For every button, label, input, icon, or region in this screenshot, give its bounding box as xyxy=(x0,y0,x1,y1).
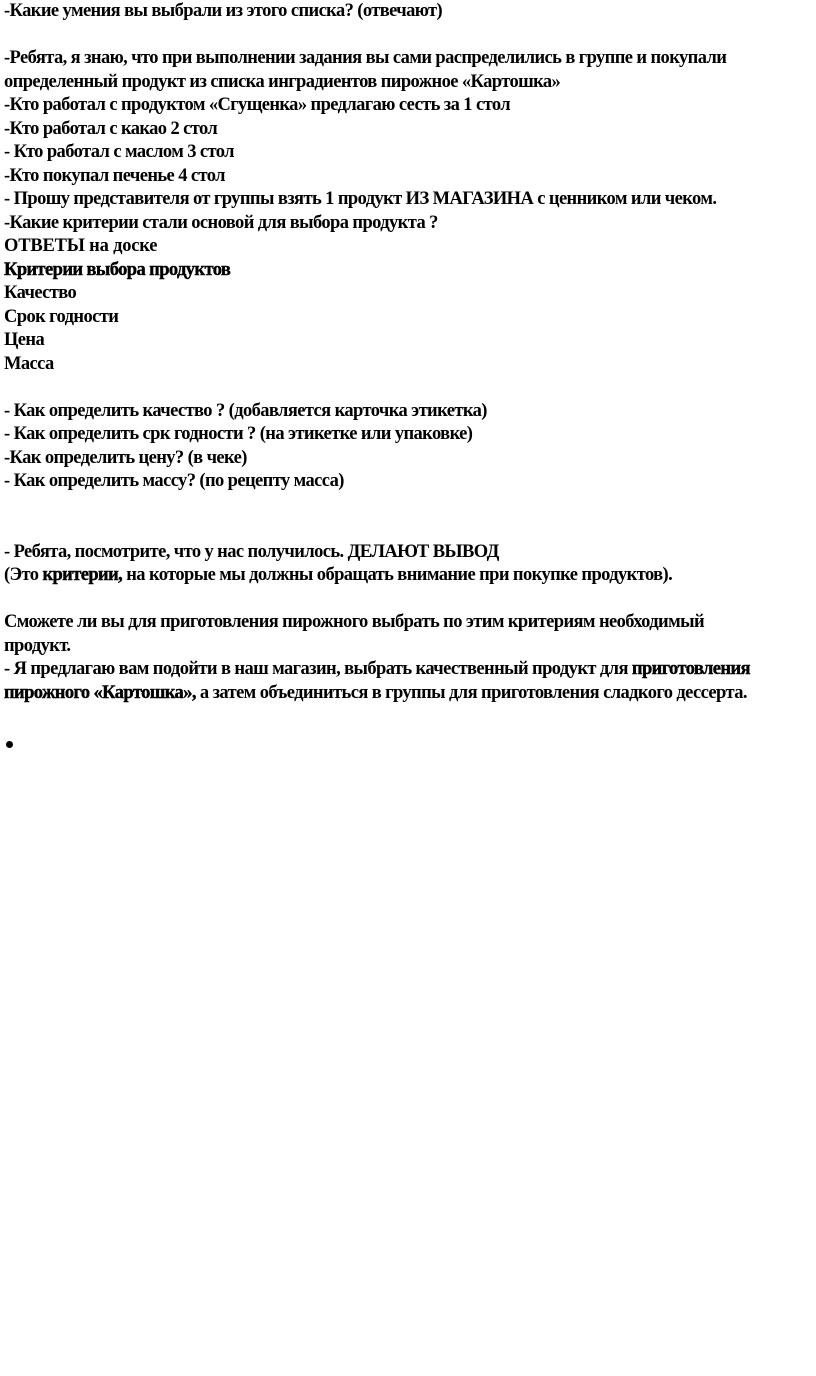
criteria-heading: Критерии выбора продуктов xyxy=(4,259,231,280)
instruction-line-3: - Кто работал с маслом 3 стол xyxy=(4,142,234,162)
price-question: -Как определить цену? (в чеке) xyxy=(4,447,247,468)
bullet-point-icon xyxy=(6,741,13,748)
answers-label: ОТВЕТЫ на доске xyxy=(4,236,158,256)
conclusion-emphasis: критерии, xyxy=(42,565,123,585)
criteria-item: Качество xyxy=(4,283,77,303)
conclusion-line: - Ребята, посмотрите, что у нас получилось. ДЕЛАЮТ ВЫВОД xyxy=(4,541,499,562)
instruction-request: - Прошу представителя от группы взять 1 продукт ИЗ МАГАЗИНА с ценником или чеком. xyxy=(4,189,717,209)
mass-question: - Как определить массу? (по рецепту масса) xyxy=(4,471,344,491)
closing-text: а затем объединиться в группы для приготовления сладкого дессерта. xyxy=(195,682,747,703)
spacer xyxy=(4,24,798,48)
spacer xyxy=(4,376,798,400)
spacer xyxy=(4,705,798,729)
closing-question: Сможете ли вы для приготовления пирожного выбрать по этим критериям необходимый продукт. xyxy=(4,612,704,656)
conclusion-paragraph xyxy=(4,564,744,588)
instruction-paragraph: -Ребята, я знаю, что при выполнении задания вы сами распределились в группе и покупали определенный продукт из списка инградиентов пирожное «Картошка» xyxy=(4,48,727,92)
instruction-line-4: -Кто покупал печенье 4 стол xyxy=(4,165,225,186)
closing-paragraph xyxy=(4,658,804,705)
criteria-item: Цена xyxy=(4,330,45,350)
question-line: -Какие умения вы выбрали из этого списка? (отвечают) xyxy=(4,1,443,21)
conclusion-text: на которые мы должны обращать внимание при покупке продуктов). xyxy=(122,565,673,585)
spacer xyxy=(4,588,798,612)
criteria-item: Срок годности xyxy=(4,306,119,327)
closing-text: - Я предлагаю вам подойти в наш магазин, выбрать качественный продукт для xyxy=(4,659,632,679)
criteria-item: Масса xyxy=(4,353,54,374)
instruction-line-1: -Кто работал с продуктом «Сгущенка» предлагаю сесть за 1 стол xyxy=(4,95,511,115)
expiry-question: - Как определить срк годности ? (на этикетке или упаковке) xyxy=(4,424,473,444)
closing-emphasis: приготовления пирожного «Картошка», xyxy=(4,659,750,703)
spacer xyxy=(4,494,798,541)
quality-question: - Как определить качество ? (добавляется карточка этикетка) xyxy=(4,400,487,421)
instruction-line-2: -Кто работал с какао 2 стол xyxy=(4,118,218,139)
conclusion-text: (Это xyxy=(4,565,43,585)
criteria-question: -Какие критерии стали основой для выбора продукта ? xyxy=(4,212,438,233)
